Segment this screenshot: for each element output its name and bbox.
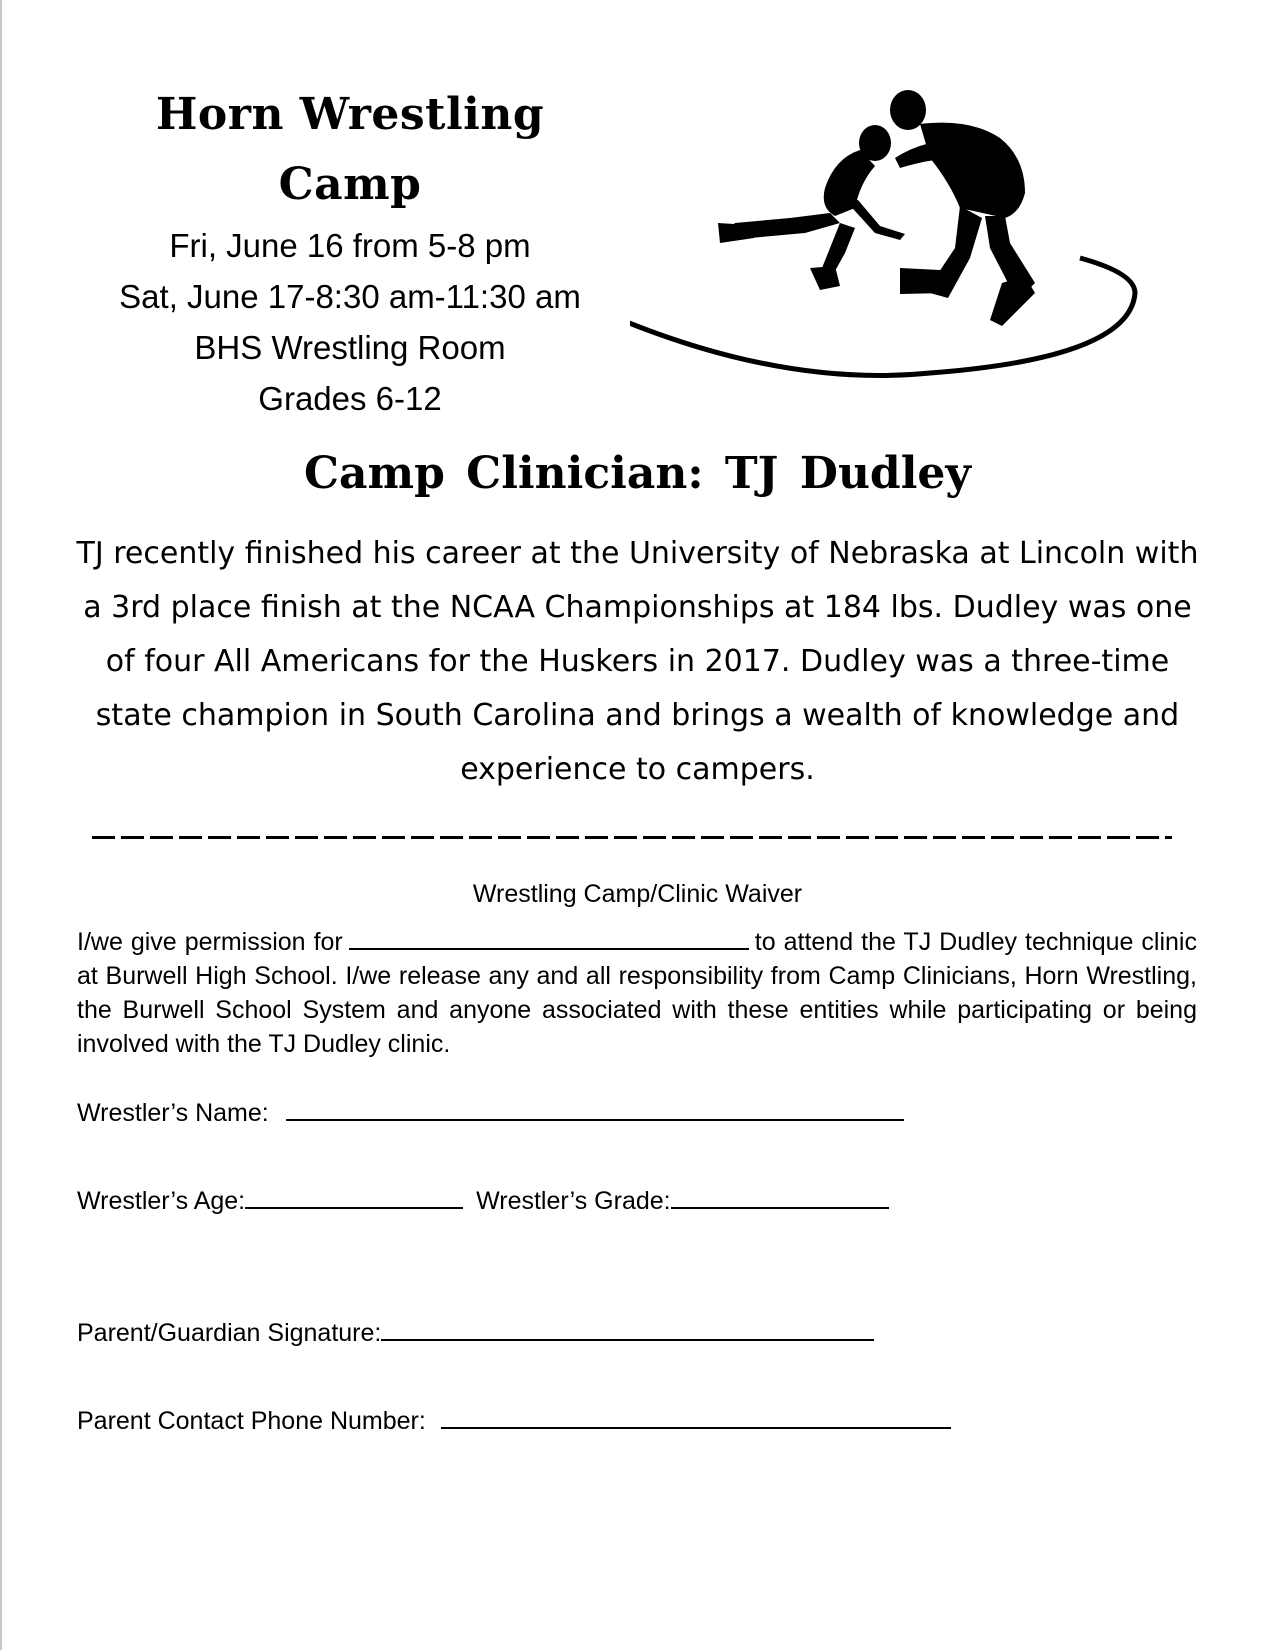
wrestler-name-field [77,1097,904,1128]
parent-phone-field [77,1405,951,1436]
wrestler-grade-blank[interactable] [671,1185,889,1209]
mat-arc [630,258,1135,376]
schedule-saturday: Sat, June 17-8:30 am-11:30 am [119,278,581,315]
waiver-statement [77,925,1197,1061]
parent-signature-blank[interactable] [381,1317,874,1341]
camp-title-line-1: Horn Wrestling [155,89,545,140]
wrestler-name-blank[interactable] [286,1097,904,1121]
standing-wrestler [890,90,1035,326]
schedule-friday: Fri, June 16 from 5-8 pm [169,227,531,264]
wrestler-grade-label: Wrestler’s Grade: [476,1187,671,1215]
page-edge-rule [0,0,2,1650]
camp-grades: Grades 6-12 [258,380,442,417]
waiver-title: Wrestling Camp/Clinic Waiver [472,880,803,908]
clinician-bio: TJ recently finished his career at the University of Nebraska at Lincoln with a 3rd place finish at the NCAA Championships at 184 lbs. Dudley was one of four All Americans for the Huskers in 2017. Dudley was a three-time state champion in South Carolina and brings a wealth of knowledge and experience to campers. [76,536,1199,787]
event-header [70,80,630,424]
wrestlers-illustration [630,88,1200,408]
wrestler-age-blank[interactable] [245,1185,463,1209]
camp-location: BHS Wrestling Room [194,329,506,366]
wrestler-age-label: Wrestler’s Age: [77,1187,246,1215]
camp-title-line-2: Camp [278,159,422,210]
waiver-text-after: to attend the TJ Dudley technique clinic at Burwell High School. I/we release any and all responsibility from Camp Clinicians, Horn Wrestling, the Burwell School System and anyone associated with these entities while participating or being involved with the TJ Dudley clinic. [77,928,1197,1058]
parent-phone-label: Parent Contact Phone Number: [77,1407,426,1435]
parent-signature-label: Parent/Guardian Signature: [77,1319,382,1347]
parent-phone-blank[interactable] [441,1405,951,1429]
clinician-heading: Camp Clinician: TJ Dudley [304,448,971,499]
wrestler-age-grade-field [77,1185,889,1216]
permission-name-blank[interactable] [349,926,749,950]
parent-signature-field [77,1317,874,1348]
tear-off-divider [92,836,1172,839]
shooting-wrestler [718,125,905,290]
wrestler-name-label: Wrestler’s Name: [77,1099,269,1127]
waiver-text-before: I/we give permission for [77,928,343,956]
